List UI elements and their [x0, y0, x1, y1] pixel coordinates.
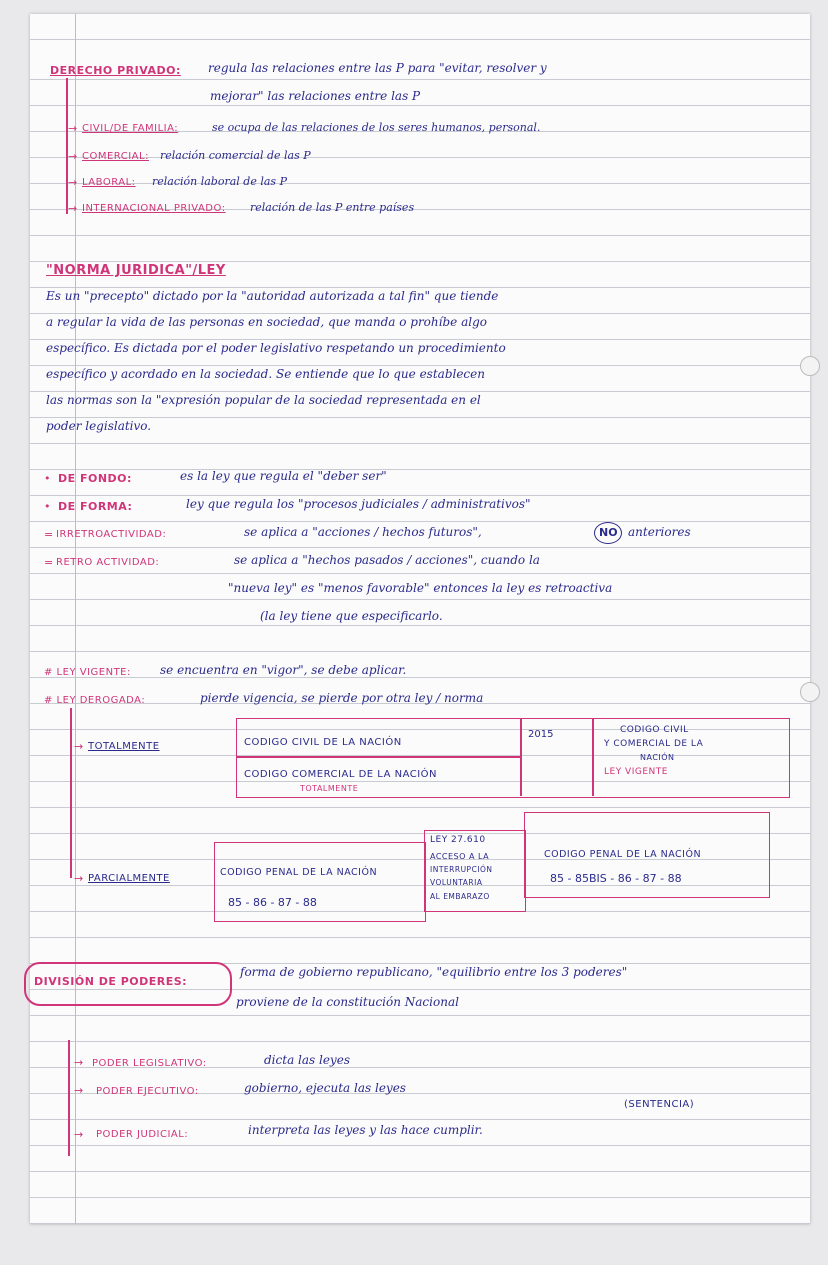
poderes-bracket — [68, 1040, 70, 1156]
comercial-text: relación comercial de las P — [160, 149, 311, 162]
totalmente-row-divider — [236, 756, 520, 758]
totalmente-label: TOTALMENTE — [88, 741, 160, 752]
division-text-2: proviene de la constitución Nacional — [236, 995, 459, 1009]
bullet-icon: • — [44, 472, 51, 485]
retroactividad-cont-1: "nueva ley" es "menos favorable" entonces la ley es retroactiva — [228, 581, 613, 595]
penal-articles-new: 85 - 85BIS - 86 - 87 - 88 — [550, 872, 682, 885]
de-fondo-label: DE FONDO: — [58, 472, 132, 485]
ley-vigente-note: LEY VIGENTE — [604, 767, 668, 777]
bracket-vertical — [66, 78, 68, 214]
internacional-text: relación de las P entre países — [250, 201, 415, 214]
civil-text: se ocupa de las relaciones de los seres humanos, personal. — [212, 121, 541, 134]
retroactividad-text: se aplica a "hechos pasados / acciones", cuando la — [234, 553, 540, 567]
norma-title: "NORMA JURIDICA"/LEY — [46, 263, 226, 278]
norma-line-3: específico. Es dictada por el poder legislativo respetando un procedimiento — [46, 341, 506, 355]
ejecutivo-label: PODER EJECUTIVO: — [96, 1086, 199, 1097]
civil-label: CIVIL/DE FAMILIA: — [82, 123, 179, 134]
division-title: DIVISIÓN DE PODERES: — [34, 975, 188, 988]
arrow-icon: → — [74, 1084, 84, 1097]
de-forma-label: DE FORMA: — [58, 500, 133, 513]
ley-vigente-text: se encuentra en "vigor", se debe aplicar. — [160, 663, 407, 677]
arrow-icon: → — [68, 202, 78, 215]
derogada-bracket — [70, 708, 72, 878]
norma-line-2: a regular la vida de las personas en sociedad, que manda o prohíbe algo — [46, 315, 487, 329]
de-forma-text: ley que regula los "procesos judiciales / administrativos" — [186, 497, 531, 511]
equals-icon: = — [44, 528, 54, 541]
arrow-icon: → — [74, 1128, 84, 1141]
legislativo-label: PODER LEGISLATIVO: — [92, 1058, 207, 1069]
binder-hole-bottom — [800, 682, 820, 702]
penal-articles-old: 85 - 86 - 87 - 88 — [228, 896, 317, 909]
derecho-privado-def-2: mejorar" las relaciones entre las P — [210, 89, 421, 103]
norma-line-6: poder legislativo. — [46, 419, 152, 433]
binder-hole-top — [800, 356, 820, 376]
bullet-icon: • — [44, 500, 51, 513]
codigo-comercial-old: CODIGO COMERCIAL DE LA NACIÓN — [244, 769, 438, 780]
arrow-icon: → — [68, 150, 78, 163]
codigo-civil-new-2: Y COMERCIAL DE LA — [604, 739, 704, 749]
judicial-text: interpreta las leyes y las hace cumplir. — [248, 1123, 483, 1137]
comercial-label: COMERCIAL: — [82, 151, 149, 162]
ejecutivo-text: gobierno, ejecuta las leyes — [244, 1081, 406, 1095]
codigo-civil-new-3: NACIÓN — [640, 753, 675, 762]
no-word: NO — [599, 526, 618, 539]
laboral-label: LABORAL: — [82, 177, 136, 188]
codigo-civil-new-1: CODIGO CIVIL — [620, 725, 689, 735]
judicial-label: PODER JUDICIAL: — [96, 1129, 189, 1140]
year-2015: 2015 — [528, 729, 554, 740]
ley-27610-line-4: VOLUNTARIA — [430, 878, 483, 887]
norma-line-1: Es un "precepto" dictado por la "autoridad autorizada a tal fin" que tiende — [46, 289, 499, 303]
equals-icon: = — [44, 556, 54, 569]
irretroactividad-label: IRRETROACTIVIDAD: — [56, 529, 167, 540]
norma-line-4: específico y acordado en la sociedad. Se entiende que lo que establecen — [46, 367, 485, 381]
ley-derogada-label: # LEY DEROGADA: — [44, 695, 146, 706]
sentencia-note: (SENTENCIA) — [624, 1099, 695, 1110]
parcial-old-box — [214, 842, 426, 922]
division-text-1: forma de gobierno republicano, "equilibrio entre los 3 poderes" — [240, 965, 628, 979]
norma-line-5: las normas son la "expresión popular de la sociedad representada en el — [46, 393, 481, 407]
ley-vigente-label: # LEY VIGENTE: — [44, 667, 131, 678]
retroactividad-label: RETRO ACTIVIDAD: — [56, 557, 160, 568]
derecho-privado-def-1: regula las relaciones entre las P para "evitar, resolver y — [208, 61, 547, 75]
ley-27610: LEY 27.610 — [430, 835, 486, 845]
codigo-penal-old: CODIGO PENAL DE LA NACIÓN — [220, 867, 378, 878]
totalmente-col-divider-2 — [592, 718, 594, 796]
ley-27610-line-3: INTERRUPCIÓN — [430, 865, 493, 874]
derecho-privado-title: DERECHO PRIVADO: — [50, 64, 181, 77]
arrow-icon: → — [68, 176, 78, 189]
arrow-icon: → — [68, 122, 78, 135]
internacional-label: INTERNACIONAL PRIVADO: — [82, 203, 226, 214]
de-fondo-text: es la ley que regula el "deber ser" — [180, 469, 387, 483]
legislativo-text: dicta las leyes — [264, 1053, 350, 1067]
totalmente-col-divider — [520, 718, 522, 796]
arrow-icon: → — [74, 1056, 84, 1069]
margin-line — [75, 14, 76, 1224]
arrow-icon: → — [74, 872, 84, 885]
irretroactividad-text: se aplica a "acciones / hechos futuros", — [244, 525, 482, 539]
codigo-penal-new: CODIGO PENAL DE LA NACIÓN — [544, 849, 702, 860]
anteriores-word: anteriores — [628, 525, 691, 539]
retroactividad-cont-2: (la ley tiene que especificarlo. — [260, 609, 443, 623]
laboral-text: relación laboral de las P — [152, 175, 287, 188]
arrow-icon: → — [74, 740, 84, 753]
ley-derogada-text: pierde vigencia, se pierde por otra ley / norma — [200, 691, 484, 705]
parcialmente-label: PARCIALMENTE — [88, 873, 170, 884]
totalmente-note: TOTALMENTE — [300, 784, 359, 793]
ley-27610-line-2: ACCESO A LA — [430, 852, 490, 861]
ley-27610-line-5: AL EMBARAZO — [430, 892, 490, 901]
codigo-civil-old: CODIGO CIVIL DE LA NACIÓN — [244, 737, 402, 748]
